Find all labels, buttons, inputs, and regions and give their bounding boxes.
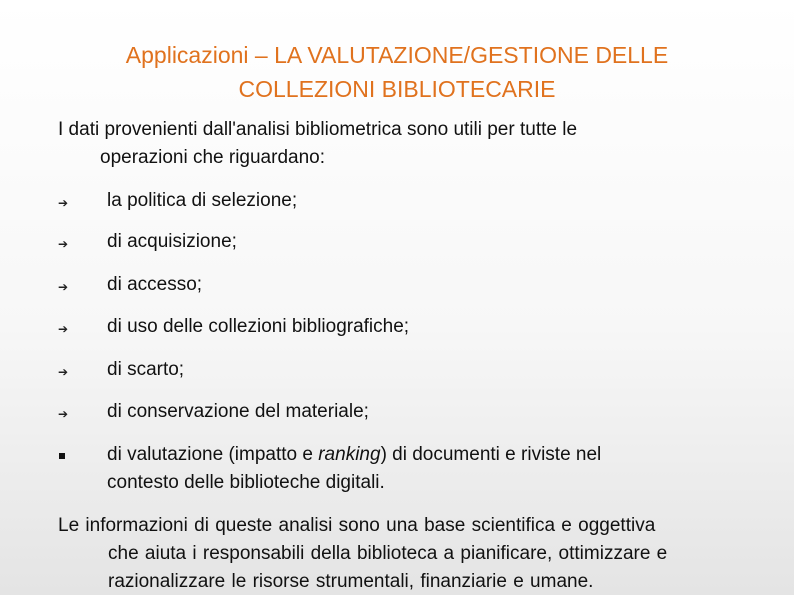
arrow-icon: ➔: [58, 237, 69, 251]
outro-paragraph: [58, 512, 758, 596]
slide-title-line-2: COLLEZIONI BIBLIOTECARIE: [238, 76, 556, 102]
list-item-text: di acquisizione;: [107, 231, 237, 252]
list-item-text: la politica di selezione;: [107, 190, 298, 211]
text-after: ) di documenti e riviste nel: [380, 444, 602, 465]
text-before: di valutazione (impatto e: [107, 444, 319, 465]
arrow-icon: ➔: [58, 322, 69, 336]
italic-term: ranking: [318, 444, 381, 465]
outro-line-3: razionalizzare le risorse strumentali, finanziarie e umane.: [108, 571, 594, 592]
arrow-icon: ➔: [58, 196, 69, 210]
intro-line-1: I dati provenienti dall'analisi bibliometrica sono utili per tutte le: [58, 119, 578, 140]
square-bullet-icon: [59, 453, 65, 459]
slide-title-line-1: Applicazioni – LA VALUTAZIONE/GESTIONE DELLE: [125, 42, 669, 68]
slide-title: [0, 38, 794, 106]
list-item-text: di scarto;: [107, 359, 185, 380]
list-item-text: [107, 441, 601, 497]
outro-line-2: che aiuta i responsabili della biblioteca a pianificare, ottimizzare e: [108, 543, 668, 564]
outro-line-1: Le informazioni di queste analisi sono una base scientifica e oggettiva: [58, 515, 656, 536]
intro-line-2: operazioni che riguardano:: [100, 147, 325, 168]
list-item-text: di uso delle collezioni bibliografiche;: [107, 316, 410, 337]
list-item-text: di accesso;: [107, 274, 203, 295]
arrow-icon: ➔: [58, 365, 69, 379]
list-item-text: di conservazione del materiale;: [107, 401, 369, 422]
intro-paragraph: [58, 116, 758, 172]
list-item-text-line-2: contesto delle biblioteche digitali.: [107, 472, 385, 493]
arrow-icon: ➔: [58, 280, 69, 294]
arrow-icon: ➔: [58, 407, 69, 421]
